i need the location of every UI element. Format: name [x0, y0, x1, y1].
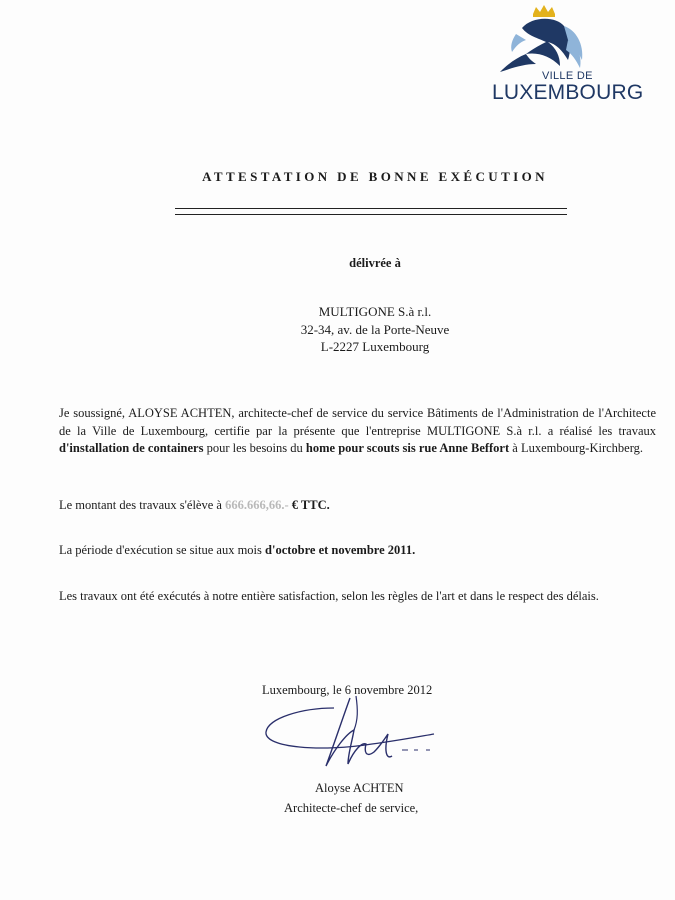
recipient-address [120, 303, 630, 356]
lion-crown-icon [486, 4, 646, 74]
recipient-city: L-2227 Luxembourg [320, 339, 430, 354]
p2-currency: € TTC. [288, 498, 330, 512]
p2-text-a: Le montant des travaux s'élève à [59, 498, 226, 512]
delivered-to-label: délivrée à [349, 256, 401, 270]
document-title: ATTESTATION DE BONNE EXÉCUTION [202, 169, 548, 184]
p3-period: d'octobre et novembre 2011. [265, 543, 416, 557]
logo-text-ville-de: VILLE DE [542, 70, 593, 82]
signer-name: Aloyse ACHTEN [315, 781, 404, 795]
satisfaction-paragraph: Les travaux ont été exécutés à notre entière satisfaction, selon les règles de l'art et dans le respect des délais. [59, 589, 599, 603]
logo-text-luxembourg: LUXEMBOURG [492, 81, 644, 104]
certification-paragraph [59, 405, 656, 458]
p1-text-e: à Luxembourg-Kirchberg. [509, 441, 644, 455]
signer-block [284, 778, 464, 818]
amount-paragraph [59, 497, 656, 515]
period-paragraph [59, 542, 656, 560]
place-and-date: Luxembourg, le 6 novembre 2012 [262, 683, 433, 697]
p1-works-description: d'installation de containers [59, 441, 204, 455]
recipient-name: MULTIGONE S.à r.l. [318, 304, 432, 319]
p1-text-c: pour les besoins du [203, 441, 306, 455]
recipient-street: 32-34, av. de la Porte-Neuve [300, 321, 450, 337]
city-logo [486, 4, 646, 104]
signer-title: Architecte-chef de service, [284, 801, 419, 815]
handwritten-signature [262, 690, 442, 776]
title-double-rule [175, 208, 567, 215]
p3-text-a: La période d'exécution se situe aux mois [59, 543, 266, 557]
redacted-amount: 666.666,66.- [225, 498, 289, 512]
p1-text-a: Je soussigné, ALOYSE ACHTEN, architecte-chef de service du service Bâtiments de l'Administration de l'Architecte de la Ville de Luxembourg, certifie par la présente que l'entreprise MULTIGONE S.à r.l. a réalisé les travaux [59, 406, 656, 438]
p1-site-description: home pour scouts sis rue Anne Beffort [305, 441, 510, 455]
